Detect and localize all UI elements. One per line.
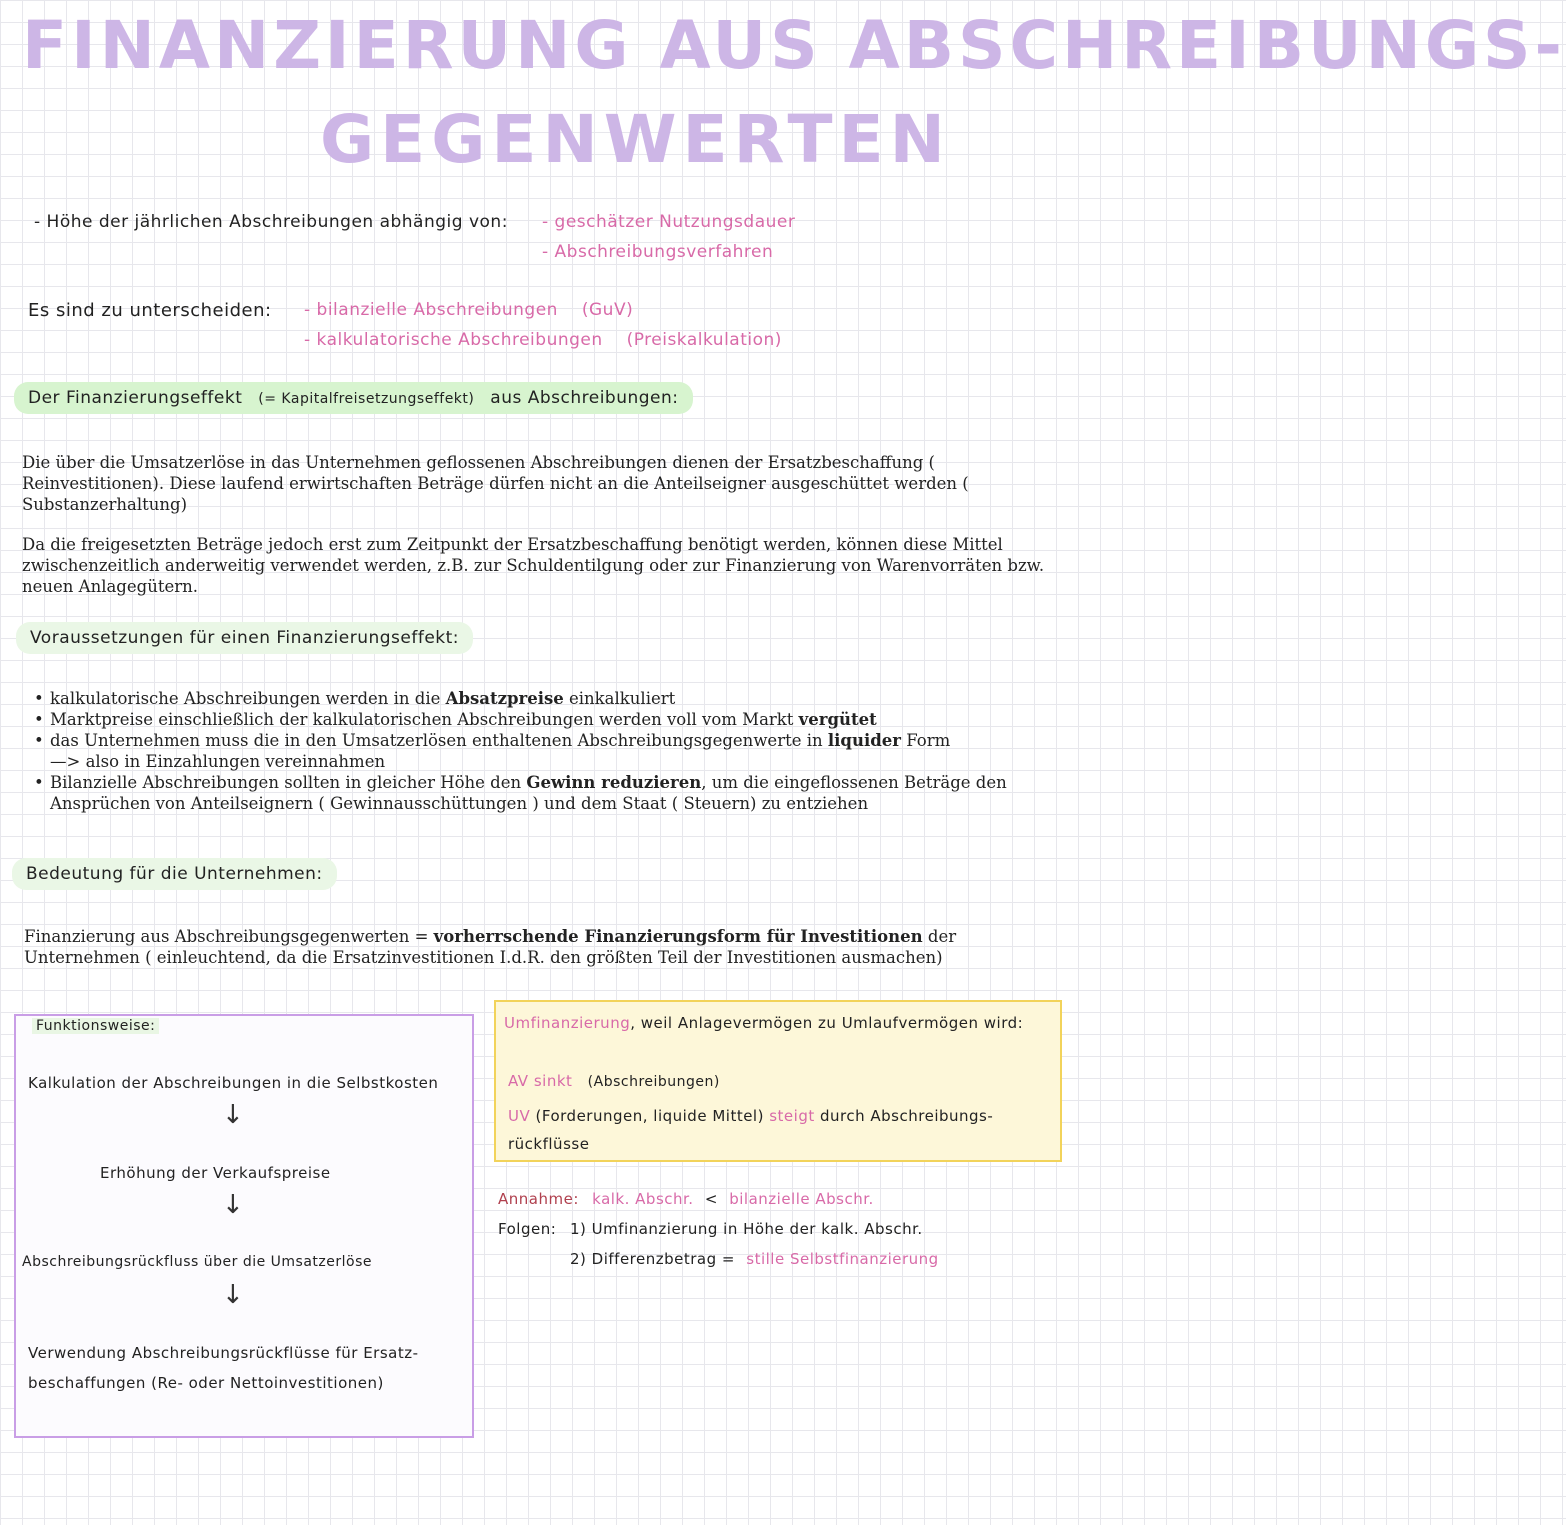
consequence-1: 1) Umfinanzierung in Höhe der kalk. Abschr. <box>570 1220 923 1238</box>
effect-paragraph-1: Die über die Umsatzerlöse in das Unternehmen geflossenen Abschreibungen dienen der Ersatzbeschaffung ( Reinvestitionen). Diese laufend erwirtschaften Beträge dürfen nicht an die Anteilseigner ausgeschüttet werden ( Substanzerhaltung) <box>22 453 969 514</box>
significance-text: Finanzierung aus Abschreibungsgegenwerten = vorherrschende Finanzierungsform für Investitionen der Unternehmen ( einleuchtend, da die Ersatzinvestitionen I.d.R. den größten Teil der Investitionen ausmachen) <box>24 927 957 967</box>
av-label: AV sinkt <box>508 1072 573 1090</box>
assumption-label: Annahme: <box>498 1190 579 1208</box>
flow-arrow-icon: ↓ <box>222 1280 244 1310</box>
flow-step-3: Abschreibungsrückfluss über die Umsatzerlöse <box>22 1254 373 1270</box>
consequence-2-term: stille Selbstfinanzierung <box>746 1250 939 1268</box>
functioning-label: Funktionsweise: <box>32 1018 159 1034</box>
effect-heading-text: Der Finanzierungseffekt <box>28 388 243 408</box>
assumption-line <box>498 1190 874 1208</box>
distinguish-label: Es sind zu unterscheiden: <box>28 300 272 321</box>
effect-heading-suffix: aus Abschreibungen: <box>490 388 679 408</box>
functioning-box <box>14 1014 474 1438</box>
requirements-heading: Voraussetzungen für einen Finanzierungseffekt: <box>16 622 473 654</box>
consequences-label: Folgen: <box>498 1220 557 1238</box>
requirement-item: • Marktpreise einschließlich der kalkulatorischen Abschreibungen werden voll vom Markt vergütet <box>22 709 1062 730</box>
uv-line <box>508 1102 1028 1158</box>
uv-rest: durch Abschreibungs- rückflüsse <box>508 1107 994 1153</box>
uv-note: (Forderungen, liquide Mittel) <box>535 1107 764 1125</box>
assumption-left: kalk. Abschr. <box>592 1190 694 1208</box>
page-title-line2: GEGENWERTEN <box>320 101 951 178</box>
effect-heading-note: (= Kapitalfreisetzungseffekt) <box>258 391 475 407</box>
requirement-item: • das Unternehmen muss die in den Umsatzerlösen enthaltenen Abschreibungsgegenwerte in liquider Form —> also in Einzahlungen vereinnahmen <box>22 730 1062 772</box>
uv-label: UV <box>508 1107 531 1125</box>
effect-heading <box>14 382 693 414</box>
consequence-2-text: 2) Differenzbetrag = <box>570 1250 735 1268</box>
page-title-line1: FINANZIERUNG AUS ABSCHREIBUNGS- <box>22 7 1566 84</box>
factor-useful-life: - geschätzer Nutzungsdauer <box>542 212 796 232</box>
flow-step-1: Kalkulation der Abschreibungen in die Selbstkosten <box>28 1074 439 1092</box>
balance-depreciation: - bilanzielle Abschreibungen <box>304 300 558 320</box>
assumption-operator: < <box>704 1190 718 1208</box>
requirement-item: • Bilanzielle Abschreibungen sollten in gleicher Höhe den Gewinn reduzieren, um die eingeflossenen Beträge den Ansprüchen von Anteilseignern ( Gewinnausschüttungen ) und dem Staat ( Steuern) zu entziehen <box>22 772 1062 814</box>
consequence-2 <box>570 1250 939 1268</box>
av-note: (Abschreibungen) <box>587 1074 720 1090</box>
distinguish-item-balance <box>304 300 633 320</box>
reallocation-term: Umfinanzierung <box>504 1014 631 1032</box>
calc-depreciation: - kalkulatorische Abschreibungen <box>304 330 603 350</box>
significance-heading: Bedeutung für die Unternehmen: <box>12 858 337 890</box>
flow-arrow-icon: ↓ <box>222 1100 244 1130</box>
factor-depreciation-method: - Abschreibungsverfahren <box>542 242 774 262</box>
requirement-item: • kalkulatorische Abschreibungen werden in die Absatzpreise einkalkuliert <box>22 688 1062 709</box>
flow-step-2: Erhöhung der Verkaufspreise <box>100 1164 331 1182</box>
calc-note: (Preiskalkulation) <box>626 330 782 350</box>
reallocation-rest: , weil Anlagevermögen zu Umlaufvermögen wird: <box>630 1014 1024 1032</box>
effect-paragraph-2: Da die freigesetzten Beträge jedoch erst zum Zeitpunkt der Ersatzbeschaffung benötigt werden, können diese Mittel zwischenzeitlich anderweitig verwendet werden, z.B. zur Schuldentilgung oder zur Finanzierung von Warenvorräten bzw. neuen Anlagegütern. <box>22 535 1045 596</box>
flow-step-4: Verwendung Abschreibungsrückflüsse für Ersatz- beschaffungen (Re- oder Nettoinvestitionen) <box>28 1344 419 1392</box>
av-line <box>508 1072 720 1090</box>
distinguish-item-calc <box>304 330 782 350</box>
requirements-list <box>22 688 1062 814</box>
reallocation-heading <box>504 1014 1023 1032</box>
assumption-right: bilanzielle Abschr. <box>729 1190 874 1208</box>
reallocation-box <box>494 1000 1062 1162</box>
flow-arrow-icon: ↓ <box>222 1190 244 1220</box>
balance-note: (GuV) <box>581 300 634 320</box>
uv-rises: steigt <box>769 1107 815 1125</box>
intro-text: - Höhe der jährlichen Abschreibungen abhängig von: <box>34 212 508 232</box>
